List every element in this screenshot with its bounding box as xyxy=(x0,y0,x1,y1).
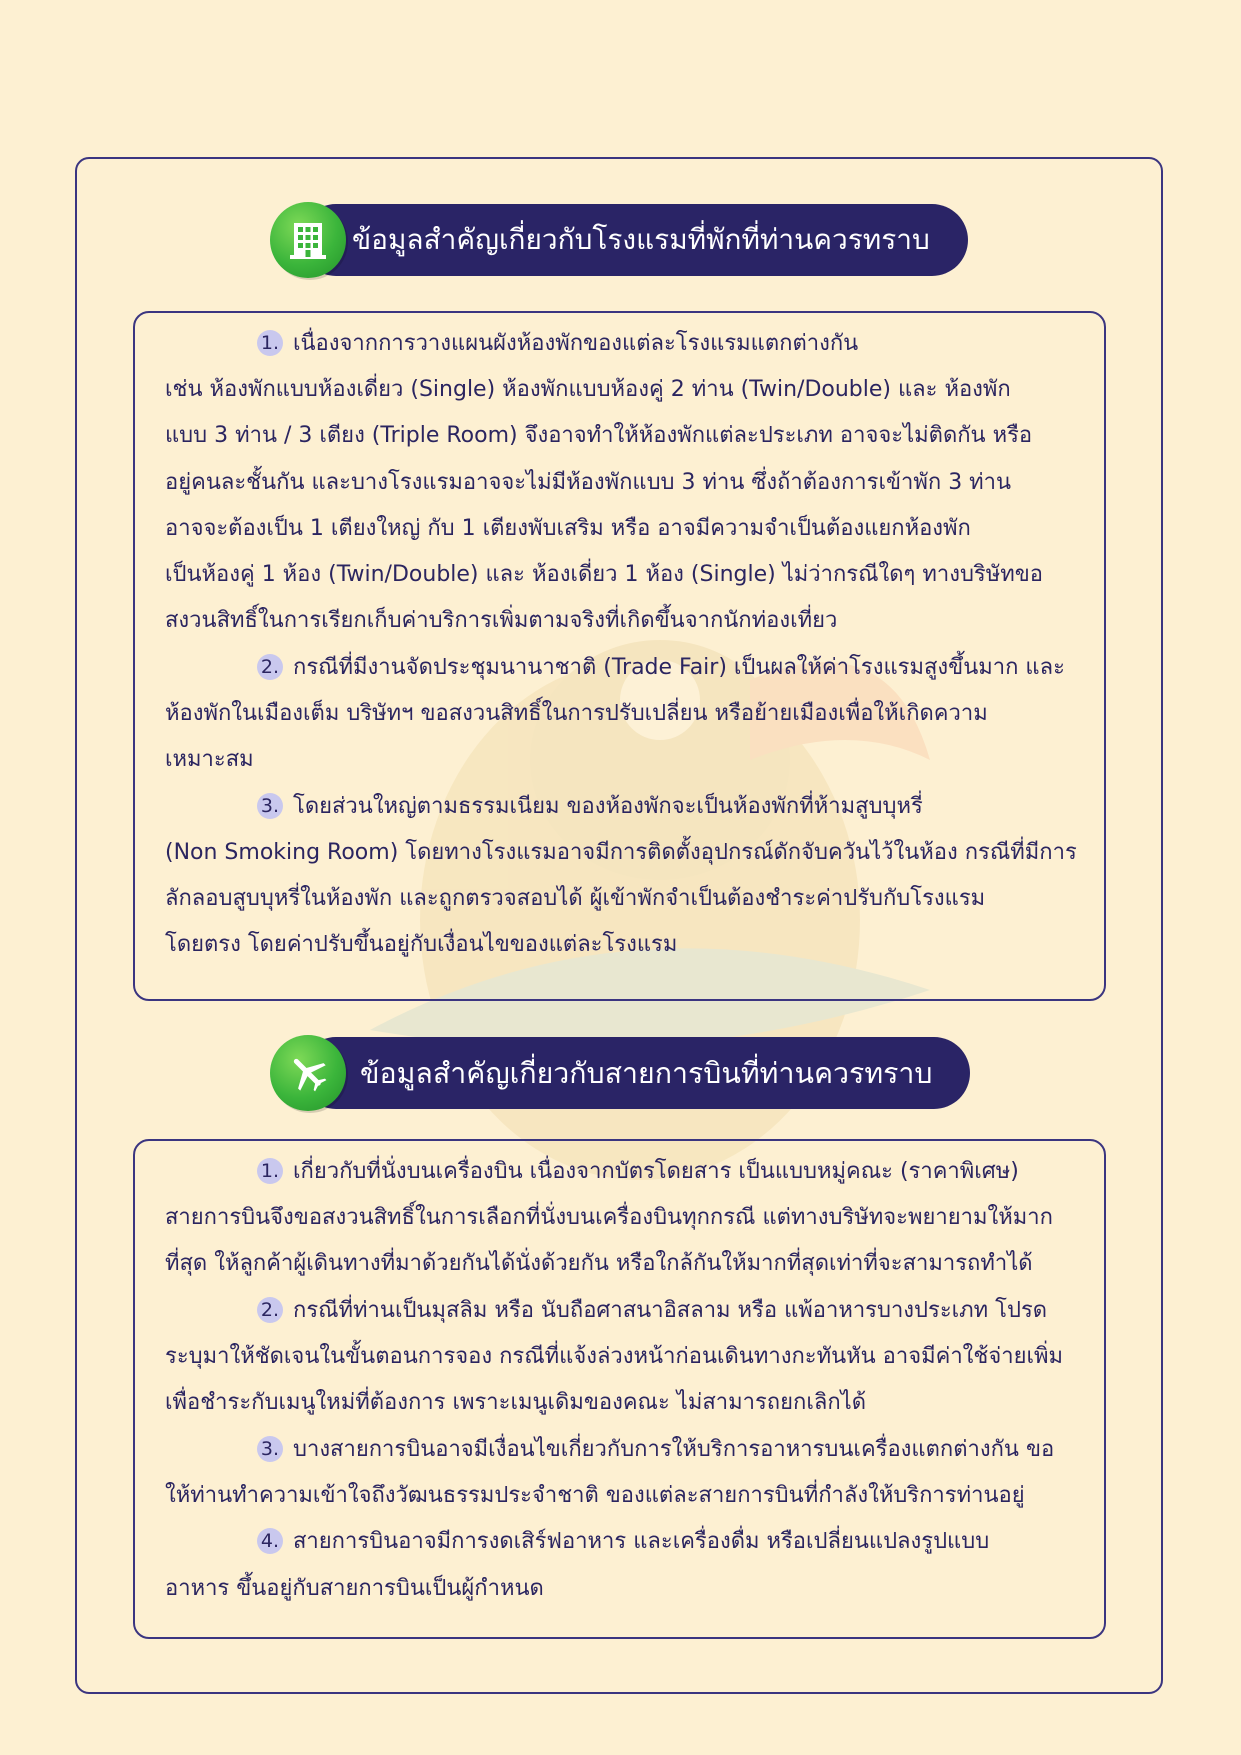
hotel-item-2-line-3: เหมาะสม xyxy=(165,747,254,772)
hotel-item-1-line-2: เช่น ห้องพักแบบห้องเดี่ยว (Single) ห้องพักแบบห้องคู่ 2 ท่าน (Twin/Double) และ ห้องพัก xyxy=(165,377,1011,402)
hotel-info-box xyxy=(133,311,1106,1001)
building-icon xyxy=(270,202,346,278)
item-number-badge: 4. xyxy=(257,1528,283,1554)
item-number-badge: 3. xyxy=(257,793,283,819)
line-text: เนื่องจากการวางแผนผังห้องพักของแต่ละโรงแรมแตกต่างกัน xyxy=(293,331,859,356)
item-number-badge: 1. xyxy=(257,1158,283,1184)
item-number-badge: 3. xyxy=(257,1436,283,1462)
airline-section-title-text: ข้อมูลสำคัญเกี่ยวกับสายการบินที่ท่านควรทราบ xyxy=(360,1057,933,1090)
hotel-item-1-line-5: อาจจะต้องเป็น 1 เตียงใหญ่ กับ 1 เตียงพับเสริม หรือ อาจมีความจำเป็นต้องแยกห้องพัก xyxy=(165,516,971,541)
hotel-item-3-line-2: (Non Smoking Room) โดยทางโรงแรมอาจมีการติดตั้งอุปกรณ์ดักจับควันไว้ในห้อง กรณีที่มีการ xyxy=(165,840,1077,865)
item-number-badge: 2. xyxy=(257,654,283,680)
hotel-item-1-line-1 xyxy=(257,329,1084,359)
line-text: เกี่ยวกับที่นั่งบนเครื่องบิน เนื่องจากบัตรโดยสาร เป็นแบบหมู่คณะ (ราคาพิเศษ) xyxy=(293,1159,1019,1184)
airline-item-4-line-1 xyxy=(257,1527,1084,1557)
line-text: กรณีที่ท่านเป็นมุสลิม หรือ นับถือศาสนาอิสลาม หรือ แพ้อาหารบางประเภท โปรด xyxy=(293,1298,1048,1323)
airplane-icon xyxy=(270,1035,346,1111)
hotel-item-1-line-6: เป็นห้องคู่ 1 ห้อง (Twin/Double) และ ห้องเดี่ยว 1 ห้อง (Single) ไม่ว่ากรณีใดๆ ทางบริษัทขอ xyxy=(165,562,1044,587)
airline-item-3-line-2: ให้ท่านทำความเข้าใจถึงวัฒนธรรมประจำชาติ ของแต่ละสายการบินที่กำลังให้บริการท่านอยู่ xyxy=(165,1483,1025,1508)
line-text: บางสายการบินอาจมีเงื่อนไขเกี่ยวกับการให้บริการอาหารบนเครื่องแตกต่างกัน ขอ xyxy=(293,1437,1055,1462)
item-number-badge: 1. xyxy=(257,330,283,356)
hotel-item-3-line-4: โดยตรง โดยค่าปรับขึ้นอยู่กับเงื่อนไขของแต่ละโรงแรม xyxy=(165,932,678,957)
line-text: โดยส่วนใหญ่ตามธรรมเนียม ของห้องพักจะเป็นห้องพักที่ห้ามสูบบุหรี่ xyxy=(293,794,923,819)
hotel-item-2-line-2: ห้องพักในเมืองเต็ม บริษัทฯ ขอสงวนสิทธิ์ในการปรับเปลี่ยน หรือย้ายเมืองเพื่อให้เกิดความ xyxy=(165,701,988,726)
hotel-section-title xyxy=(300,204,968,276)
hotel-item-1-line-7: สงวนสิทธิ์ในการเรียกเก็บค่าบริการเพิ่มตามจริงที่เกิดขึ้นจากนักท่องเที่ยว xyxy=(165,608,838,633)
airline-item-2-line-3: เพื่อชำระกับเมนูใหม่ที่ต้องการ เพราะเมนูเดิมของคณะ ไม่สามารถยกเลิกได้ xyxy=(165,1390,867,1415)
item-number-badge: 2. xyxy=(257,1297,283,1323)
hotel-section-header xyxy=(270,202,970,278)
airline-item-3-line-1 xyxy=(257,1435,1084,1465)
airline-section-title xyxy=(300,1037,970,1109)
airline-info-box xyxy=(133,1139,1106,1639)
airline-item-1-line-3: ที่สุด ให้ลูกค้าผู้เดินทางที่มาด้วยกันได้นั่งด้วยกัน หรือใกล้กันให้มากที่สุดเท่าที่จะสามารถทำได้ xyxy=(165,1251,1033,1276)
hotel-item-1-line-3: แบบ 3 ท่าน / 3 เตียง (Triple Room) จึงอาจทำให้ห้องพักแต่ละประเภท อาจจะไม่ติดกัน หรือ xyxy=(165,423,1033,448)
hotel-item-3-line-1 xyxy=(257,792,1084,822)
hotel-item-2-line-1 xyxy=(257,653,1084,683)
airline-item-4-line-2: อาหาร ขึ้นอยู่กับสายการบินเป็นผู้กำหนด xyxy=(165,1576,544,1601)
hotel-item-1-line-4: อยู่คนละชั้นกัน และบางโรงแรมอาจจะไม่มีห้องพักแบบ 3 ท่าน ซึ่งถ้าต้องการเข้าพัก 3 ท่าน xyxy=(165,470,1012,495)
hotel-section-title-text: ข้อมูลสำคัญเกี่ยวกับโรงแรมที่พักที่ท่านควรทราบ xyxy=(352,223,930,256)
airline-item-1-line-1 xyxy=(257,1157,1084,1187)
hotel-item-3-line-3: ลักลอบสูบบุหรี่ในห้องพัก และถูกตรวจสอบได้ ผู้เข้าพักจำเป็นต้องชำระค่าปรับกับโรงแรม xyxy=(165,886,986,911)
airline-item-2-line-1 xyxy=(257,1296,1084,1326)
line-text: สายการบินอาจมีการงดเสิร์ฟอาหาร และเครื่องดื่ม หรือเปลี่ยนแปลงรูปแบบ xyxy=(293,1529,990,1554)
airline-item-1-line-2: สายการบินจึงขอสงวนสิทธิ์ในการเลือกที่นั่งบนเครื่องบินทุกกรณี แต่ทางบริษัทจะพยายามให้มาก xyxy=(165,1205,1053,1230)
line-text: กรณีที่มีงานจัดประชุมนานาชาติ (Trade Fair) เป็นผลให้ค่าโรงแรมสูงขึ้นมาก และ xyxy=(293,655,1065,680)
airline-section-header xyxy=(270,1035,970,1111)
airline-item-2-line-2: ระบุมาให้ชัดเจนในขั้นตอนการจอง กรณีที่แจ้งล่วงหน้าก่อนเดินทางกะทันหัน อาจมีค่าใช้จ่ายเพิ่ม xyxy=(165,1344,1064,1369)
